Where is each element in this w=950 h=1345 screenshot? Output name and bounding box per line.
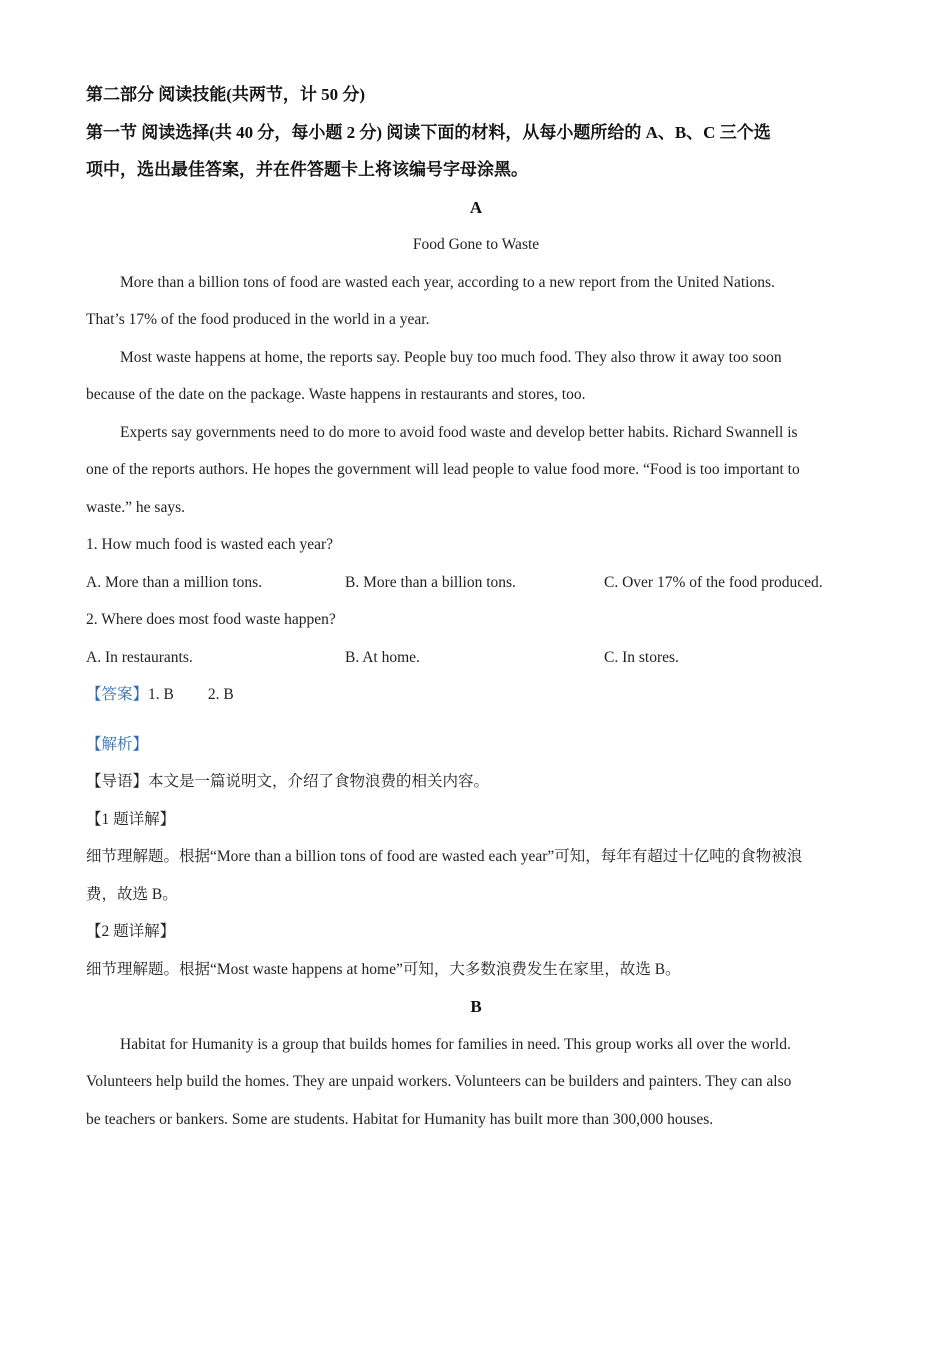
question-1-stem: 1. How much food is wasted each year? xyxy=(86,536,334,553)
question-2-stem: 2. Where does most food waste happen? xyxy=(86,611,336,628)
passage-b-line: Habitat for Humanity is a group that builds homes for families in need. This group works all over the world. xyxy=(120,1035,791,1053)
analysis-guide: 【导语】本文是一篇说明文，介绍了食物浪费的相关内容。 xyxy=(86,773,490,790)
passage-a-line: Experts say governments need to do more to avoid food waste and develop better habits. Richard Swannell is xyxy=(120,423,798,441)
question-1-options xyxy=(86,564,866,602)
answer-line xyxy=(86,676,866,714)
question-2-options xyxy=(86,639,866,677)
question-2-option-b: B. At home. xyxy=(345,648,420,666)
section-instruction-line-1: 第一节 阅读选择(共 40 分，每小题 2 分) 阅读下面的材料，从每小题所给的 A、B、C 三个选 xyxy=(86,122,771,142)
passage-a-line: waste.” he says. xyxy=(86,498,185,516)
analysis-q2-title: 【2 题详解】 xyxy=(86,923,176,940)
question-2-option-a: A. In restaurants. xyxy=(86,648,193,666)
passage-a-line: because of the date on the package. Waste happens in restaurants and stores, too. xyxy=(86,386,586,403)
passage-b-line: Volunteers help build the homes. They are unpaid workers. Volunteers can be builders and painters. They can also xyxy=(86,1073,792,1090)
answer-2: 2. B xyxy=(207,686,234,703)
section-instruction-line-2: 项中，选出最佳答案，并在件答题卡上将该编号字母涂黑。 xyxy=(86,160,528,179)
passage-a-line: Most waste happens at home, the reports say. People buy too much food. They also throw it away too soon xyxy=(120,348,782,366)
question-2-option-c: C. In stores. xyxy=(604,648,679,666)
analysis-q1-line-2: 费，故选 B。 xyxy=(86,885,178,903)
analysis-q1-line-1: 细节理解题。根据“More than a billion tons of food are wasted each year”可知，每年有超过十亿吨的食物被浪 xyxy=(86,848,803,865)
question-1-option-b: B. More than a billion tons. xyxy=(345,573,516,591)
spacer xyxy=(86,714,866,726)
passage-a-line: That’s 17% of the food produced in the world in a year. xyxy=(86,311,430,328)
analysis-q2-line-1: 细节理解题。根据“Most waste happens at home”可知，大多数浪费发生在家里，故选 B。 xyxy=(86,960,681,978)
passage-a-line: More than a billion tons of food are wasted each year, according to a new report from the United Nations. xyxy=(120,273,775,291)
question-1-option-c: C. Over 17% of the food produced. xyxy=(604,573,823,591)
passage-a-line: one of the reports authors. He hopes the government will lead people to value food more. “Food is too important to xyxy=(86,461,800,478)
part-title: 第二部分 阅读技能(共两节，计 50 分) xyxy=(86,85,366,104)
analysis-tag: 【解析】 xyxy=(86,735,149,753)
document-page xyxy=(86,76,866,1138)
passage-a-label: A xyxy=(469,197,483,217)
passage-b-label: B xyxy=(470,997,482,1016)
answer-1: 1. B xyxy=(148,686,174,703)
passage-a-title: Food Gone to Waste xyxy=(412,236,540,253)
passage-b-line: be teachers or bankers. Some are students. Habitat for Humanity has built more than 300,000 houses. xyxy=(86,1110,714,1128)
question-1-option-a: A. More than a million tons. xyxy=(86,573,263,591)
analysis-q1-title: 【1 题详解】 xyxy=(86,810,176,828)
answer-tag: 【答案】 xyxy=(86,686,149,703)
